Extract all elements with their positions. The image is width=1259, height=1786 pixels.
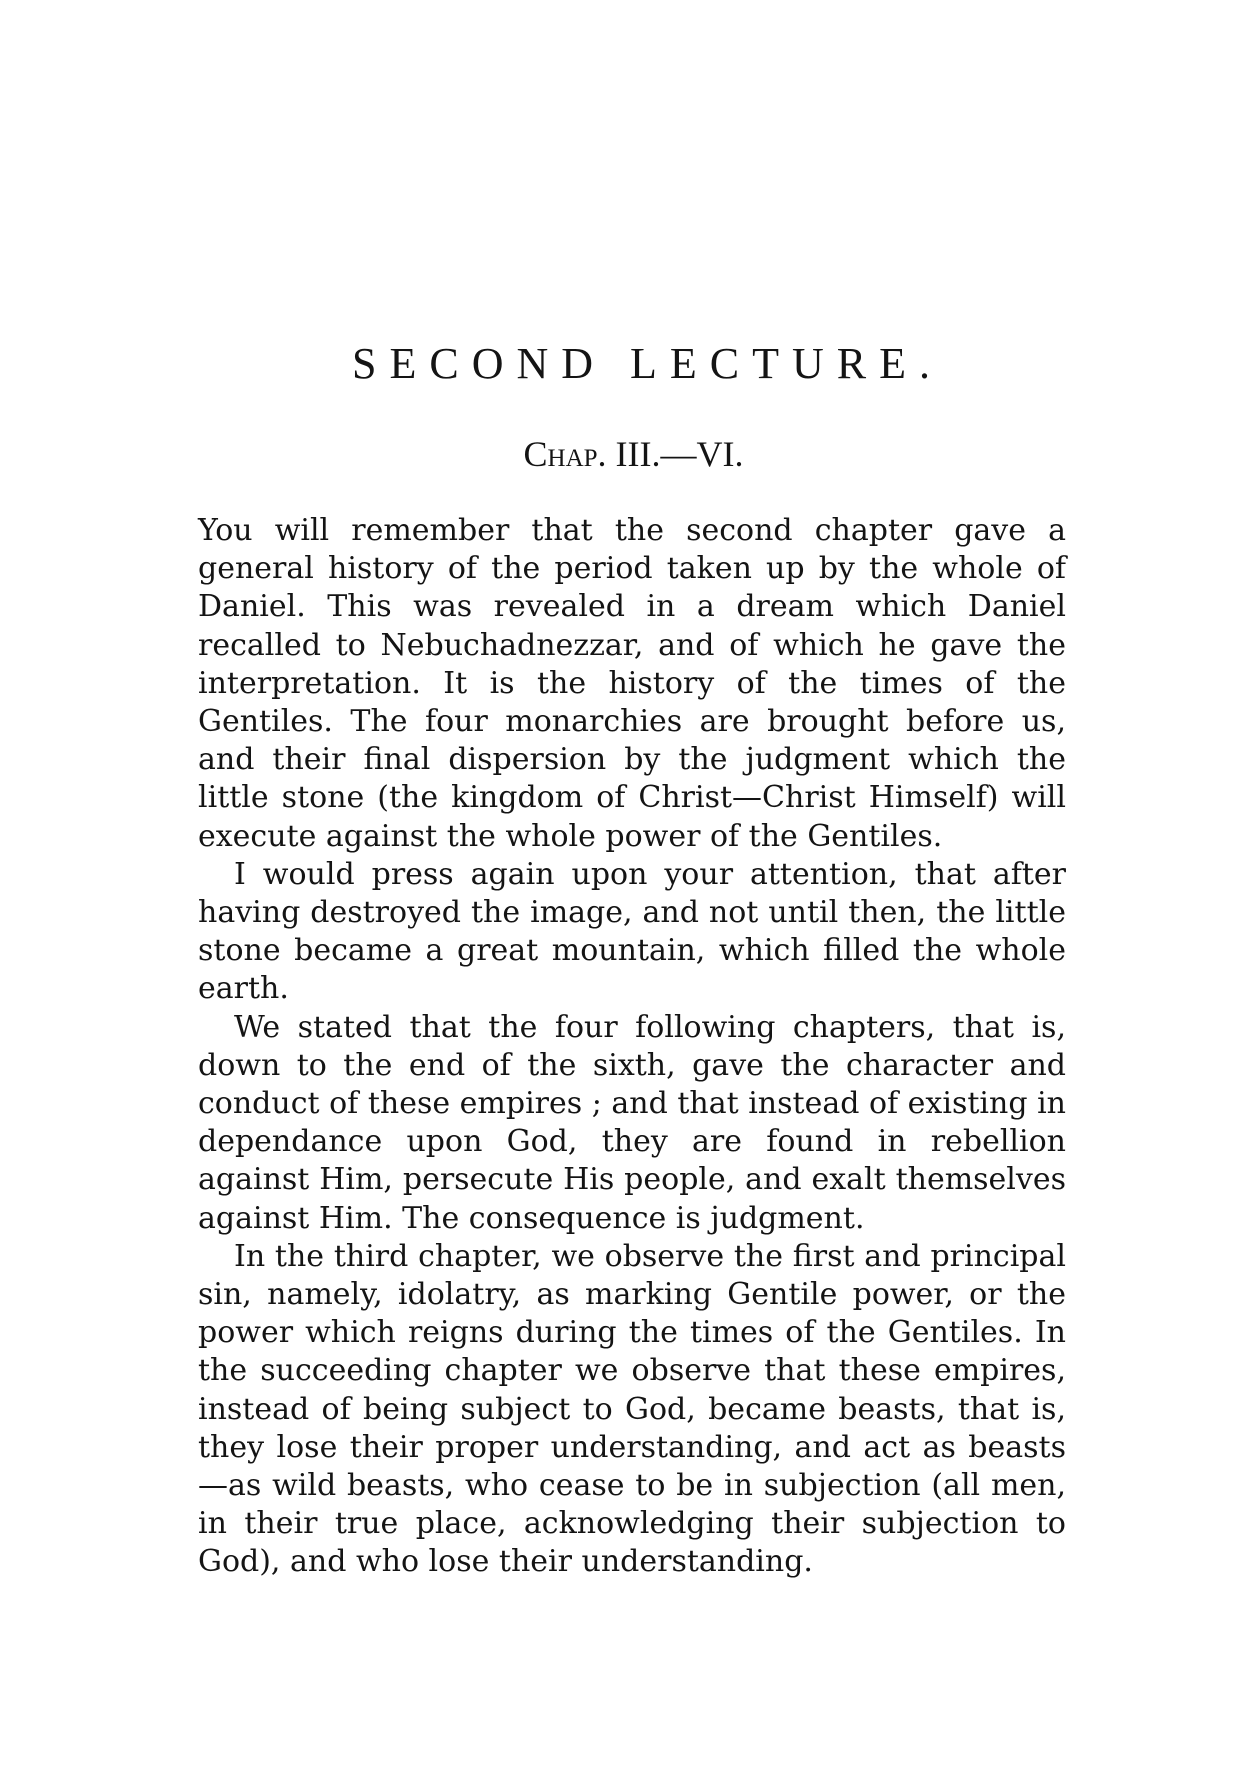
chapter-range: III.—VI.: [615, 434, 744, 474]
paragraph-3: We stated that the four following chapters, that is, down to the end of the sixth, gave the character and conduct of these empires ; and that instead of existing in dependance upon God, they are found in rebellion against Him, persecute His people, and exalt themselves against Him. The consequence is judgment.: [198, 1009, 1066, 1236]
paragraph-1: You will remember that the second chapter gave a general history of the period taken up by the whole of Daniel. This was revealed in a dream which Daniel recalled to Nebuchadnezzar, and of which he gave the interpretation. It is the history of the times of the Gentiles. The four monarchies are brought before us, and their final dispersion by the judgment which the little stone (the kingdom of Christ—Christ Himself) will execute against the whole power of the Gentiles.: [198, 513, 1066, 854]
lecture-heading: SECOND LECTURE.: [352, 339, 943, 388]
paragraph-2: I would press again upon your attention, that after having destroyed the image, and not until then, the little stone became a great mountain, which filled the whole earth.: [198, 856, 1066, 1007]
chapter-reference: [0, 436, 1259, 472]
paragraph-4: In the third chapter, we observe the first and principal sin, namely, idolatry, as marking Gentile power, or the power which reigns during the times of the Gentiles. In the succeeding chapter we observe that these empires, instead of being subject to God, became beasts, that is, they lose their proper understanding, and act as beasts—as wild beasts, who cease to be in subjection (all men, in their true place, acknowledging their subjection to God), and who lose their understanding.: [198, 1238, 1066, 1580]
chapter-prefix: Chap.: [523, 434, 607, 474]
body-text: [198, 512, 1066, 1582]
